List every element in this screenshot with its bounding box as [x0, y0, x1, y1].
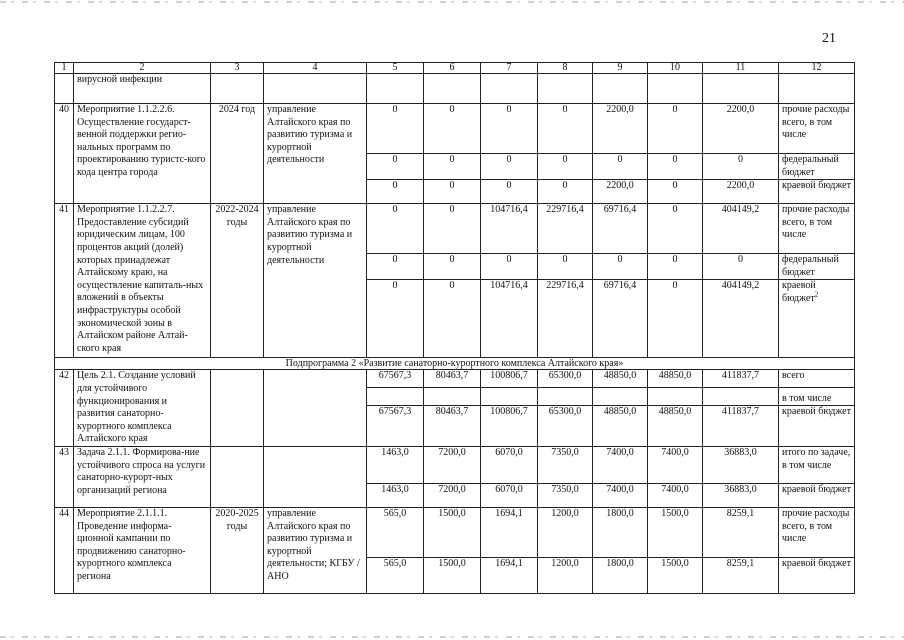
value-cell: 7350,0: [538, 446, 593, 483]
value-cell: 69716,4: [593, 280, 648, 358]
col-header: 4: [264, 63, 367, 74]
value-cell: 1463,0: [367, 446, 424, 483]
value-cell: 0: [424, 154, 481, 180]
total-cell: 36883,0: [703, 446, 779, 483]
funding-source: [779, 280, 855, 358]
col-header: 6: [424, 63, 481, 74]
total-cell: 2200,0: [703, 104, 779, 154]
table-row: [55, 104, 855, 154]
period: 2024 год: [211, 104, 264, 204]
funding-source: в том числе: [779, 388, 855, 406]
activity-name: Задача 2.1.1. Формирова-ние устойчивого спроса на услуги санаторно-курорт-ных организаций региона: [74, 446, 211, 507]
value-cell: 100806,7: [481, 370, 538, 388]
value-cell: 0: [424, 104, 481, 154]
total-cell: 404149,2: [703, 280, 779, 358]
value-cell: 0: [648, 254, 703, 280]
value-cell: 0: [481, 180, 538, 204]
funding-source: краевой бюджет: [779, 180, 855, 204]
value-cell: 1463,0: [367, 483, 424, 507]
value-cell: 0: [593, 254, 648, 280]
total-cell: 8259,1: [703, 507, 779, 557]
row-number: 41: [55, 204, 74, 358]
value-cell: 104716,4: [481, 280, 538, 358]
value-cell: 0: [367, 154, 424, 180]
total-cell: 36883,0: [703, 483, 779, 507]
value-cell: 0: [367, 204, 424, 254]
funding-source: федеральный бюджет: [779, 254, 855, 280]
col-header: 5: [367, 63, 424, 74]
scan-artifact-top: [0, 1, 904, 3]
funding-source: прочие расходы всего, в том числе: [779, 104, 855, 154]
funding-source: прочие расходы всего, в том числе: [779, 507, 855, 557]
col-header: 7: [481, 63, 538, 74]
col-header: 2: [74, 63, 211, 74]
total-cell: 411837,7: [703, 406, 779, 447]
value-cell: [538, 388, 593, 406]
scan-artifact-bottom: [0, 636, 904, 638]
funding-source: краевой бюджет: [779, 406, 855, 447]
value-cell: 0: [538, 180, 593, 204]
activity-name: Цель 2.1. Создание условий для устойчивого функционирования и развития санаторно-курортного комплекса Алтайского края: [74, 370, 211, 447]
col-header: 11: [703, 63, 779, 74]
executor: управление Алтайского края по развитию туризма и курортной деятельности; КГБУ / АНО: [264, 507, 367, 593]
funding-source: всего: [779, 370, 855, 388]
period: 2020-2025 годы: [211, 507, 264, 593]
value-cell: [481, 388, 538, 406]
value-cell: 1500,0: [648, 557, 703, 593]
value-cell: 48850,0: [648, 370, 703, 388]
value-cell: 67567,3: [367, 370, 424, 388]
value-cell: 0: [424, 254, 481, 280]
value-cell: 7350,0: [538, 483, 593, 507]
value-cell: 69716,4: [593, 204, 648, 254]
value-cell: 1200,0: [538, 557, 593, 593]
funding-source: федеральный бюджет: [779, 154, 855, 180]
value-cell: 80463,7: [424, 370, 481, 388]
value-cell: 0: [648, 180, 703, 204]
value-cell: 48850,0: [648, 406, 703, 447]
value-cell: 565,0: [367, 557, 424, 593]
value-cell: 7200,0: [424, 483, 481, 507]
funding-source: прочие расходы всего, в том числе: [779, 204, 855, 254]
value-cell: 0: [648, 280, 703, 358]
value-cell: 67567,3: [367, 406, 424, 447]
value-cell: 0: [367, 254, 424, 280]
value-cell: 0: [424, 280, 481, 358]
value-cell: 6070,0: [481, 483, 538, 507]
value-cell: 229716,4: [538, 204, 593, 254]
value-cell: 2200,0: [593, 180, 648, 204]
value-cell: 1500,0: [424, 507, 481, 557]
value-cell: 0: [593, 154, 648, 180]
value-cell: 0: [648, 104, 703, 154]
total-cell: 411837,7: [703, 370, 779, 388]
value-cell: 1694,1: [481, 507, 538, 557]
value-cell: 0: [367, 280, 424, 358]
period: 2022-2024 годы: [211, 204, 264, 358]
value-cell: 0: [648, 204, 703, 254]
header-row: [55, 63, 855, 74]
table-row: [55, 74, 855, 104]
value-cell: 1800,0: [593, 557, 648, 593]
footnote-mark: 2: [814, 290, 819, 299]
total-cell: 0: [703, 254, 779, 280]
total-cell: 404149,2: [703, 204, 779, 254]
row-number: 44: [55, 507, 74, 593]
value-cell: 1200,0: [538, 507, 593, 557]
value-cell: 1800,0: [593, 507, 648, 557]
value-cell: 80463,7: [424, 406, 481, 447]
funding-source: краевой бюджет: [779, 483, 855, 507]
value-cell: 7200,0: [424, 446, 481, 483]
value-cell: 0: [424, 204, 481, 254]
table-row: [55, 446, 855, 483]
value-cell: 2200,0: [593, 104, 648, 154]
value-cell: 0: [481, 254, 538, 280]
page-number: 21: [822, 31, 836, 46]
value-cell: 7400,0: [593, 483, 648, 507]
value-cell: 1500,0: [424, 557, 481, 593]
value-cell: 7400,0: [648, 446, 703, 483]
table-row: [55, 358, 855, 370]
value-cell: [367, 388, 424, 406]
value-cell: [593, 388, 648, 406]
budget-table: [54, 62, 855, 594]
total-cell: [703, 388, 779, 406]
total-cell: 8259,1: [703, 557, 779, 593]
value-cell: 0: [481, 154, 538, 180]
value-cell: 0: [481, 104, 538, 154]
col-header: 12: [779, 63, 855, 74]
table-row: [55, 370, 855, 388]
value-cell: 229716,4: [538, 280, 593, 358]
col-header: 10: [648, 63, 703, 74]
executor: управление Алтайского края по развитию туризма и курортной деятельности: [264, 104, 367, 204]
value-cell: 48850,0: [593, 406, 648, 447]
value-cell: 1500,0: [648, 507, 703, 557]
value-cell: 565,0: [367, 507, 424, 557]
activity-name: Мероприятие 1.1.2.2.6. Осуществление государст-венной поддержки регио-нальных программ по проектированию туристс-кого кода центра города: [74, 104, 211, 204]
table-row: [55, 507, 855, 557]
funding-source: краевой бюджет: [779, 557, 855, 593]
value-cell: 7400,0: [648, 483, 703, 507]
value-cell: 0: [538, 254, 593, 280]
activity-name: Мероприятие 1.1.2.2.7. Предоставление субсидий юридическим лицам, 100 процентов акций (долей) которых принадлежат Алтайскому краю, на осуществление капиталь-ных вложений в объекты инфраструктуры особой экономической зоны в Алтайском районе Алтай-ского края: [74, 204, 211, 358]
value-cell: 48850,0: [593, 370, 648, 388]
value-cell: 104716,4: [481, 204, 538, 254]
activity-name: вирусной инфекции: [74, 74, 211, 104]
subprogram-title: Подпрограмма 2 «Развитие санаторно-курортного комплекса Алтайского края»: [55, 358, 855, 370]
value-cell: 6070,0: [481, 446, 538, 483]
row-number: 40: [55, 104, 74, 204]
value-cell: 65300,0: [538, 370, 593, 388]
value-cell: 0: [538, 154, 593, 180]
funding-source: итого по задаче, в том числе: [779, 446, 855, 483]
table-row: [55, 204, 855, 254]
executor: управление Алтайского края по развитию туризма и курортной деятельности: [264, 204, 367, 358]
value-cell: [648, 388, 703, 406]
value-cell: 65300,0: [538, 406, 593, 447]
value-cell: 0: [367, 180, 424, 204]
value-cell: 100806,7: [481, 406, 538, 447]
total-cell: 0: [703, 154, 779, 180]
funding-source-text: краевой бюджет: [782, 280, 816, 304]
activity-name: Мероприятие 2.1.1.1. Проведение информа-ционной кампании по продвижению санаторно-курортного комплекса региона: [74, 507, 211, 593]
value-cell: 0: [538, 104, 593, 154]
value-cell: 0: [424, 180, 481, 204]
value-cell: 1694,1: [481, 557, 538, 593]
col-header: 3: [211, 63, 264, 74]
value-cell: 0: [367, 104, 424, 154]
value-cell: 0: [648, 154, 703, 180]
value-cell: [424, 388, 481, 406]
row-number: 42: [55, 370, 74, 447]
total-cell: 2200,0: [703, 180, 779, 204]
value-cell: 7400,0: [593, 446, 648, 483]
col-header: 8: [538, 63, 593, 74]
col-header: 9: [593, 63, 648, 74]
col-header: 1: [55, 63, 74, 74]
row-number: 43: [55, 446, 74, 507]
